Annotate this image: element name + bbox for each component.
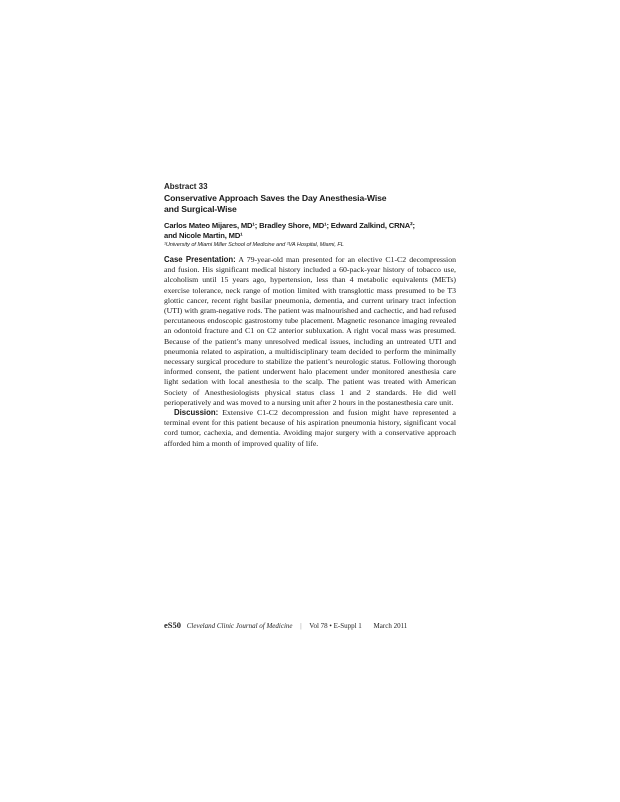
abstract-title: [164, 193, 456, 214]
journal-name: Cleveland Clinic Journal of Medicine: [186, 622, 293, 630]
discussion-text: Extensive C1-C2 decompression and fusion might have represented a terminal event for this patient because of his aspiration pneumonia history, significant vocal cord tumor, cachexia, and dementia. Avoiding major surgery with a conservative approach afforded him a month of improved quality of life.: [164, 408, 456, 448]
case-presentation-paragraph: [164, 255, 456, 408]
case-presentation-text: A 79-year-old man presented for an elective C1-C2 decompression and fusion. His significant medical history included a 60-pack-year history of tobacco use, alcoholism until 15 years ago, hypertension, less than 4 metabolic equivalents (METs) exercise tolerance, neck range of motion limited with transglottic mass presumed to be T3 glottic cancer, recent right basilar pneumonia, dementia, and current urinary tract infection (UTI) with gram-negative rods. The patient was malnourished and cachectic, and had refused percutaneous endoscopic gastrostomy tube placement. Magnetic resonance imaging revealed an odontoid fracture and C1 on C2 anterior subluxation. A right vocal mass was presumed. Because of the patient’s many unresolved medical issues, including an untreated UTI and pneumonia related to aspiration, a multidisciplinary team decided to perform the minimally necessary surgical procedure to stabilize the patient’s neurologic status. Following thorough informed consent, the patient underwent halo placement under monitored anesthesia care light sedation with local anesthesia to the scalp. The patient was treated with American Society of Anesthesiologists physical status class 1 and 2 standards. He did well perioperatively and was moved to a nursing unit after 2 hours in the postanesthesia care unit.: [164, 255, 456, 407]
footer-divider: |: [300, 622, 302, 630]
volume-issue: Vol 78 • E-Suppl 1: [309, 622, 362, 630]
abstract-title-line-1: Conservative Approach Saves the Day Anesthesia-Wise: [164, 193, 387, 203]
publication-date: March 2011: [373, 622, 408, 630]
authors-line-1: Carlos Mateo Mijares, MD¹; Bradley Shore, MD¹; Edward Zalkind, CRNA²;: [164, 221, 415, 230]
abstract-body: [164, 255, 456, 449]
page-folio: eS50: [164, 620, 181, 630]
authors-line-2: and Nicole Martin, MD¹: [164, 231, 243, 240]
author-list: [164, 221, 456, 241]
abstract-label: Abstract 33: [164, 182, 208, 191]
abstract-article: [164, 182, 456, 449]
discussion-heading: Discussion:: [174, 408, 219, 418]
author-affiliation: ¹University of Miami Miller School of Medicine and ²VA Hospital, Miami, FL: [164, 242, 344, 248]
case-presentation-heading: Case Presentation:: [164, 255, 236, 264]
abstract-title-line-2: and Surgical-Wise: [164, 203, 237, 214]
page-footer: [164, 620, 464, 630]
discussion-paragraph: [164, 408, 456, 449]
